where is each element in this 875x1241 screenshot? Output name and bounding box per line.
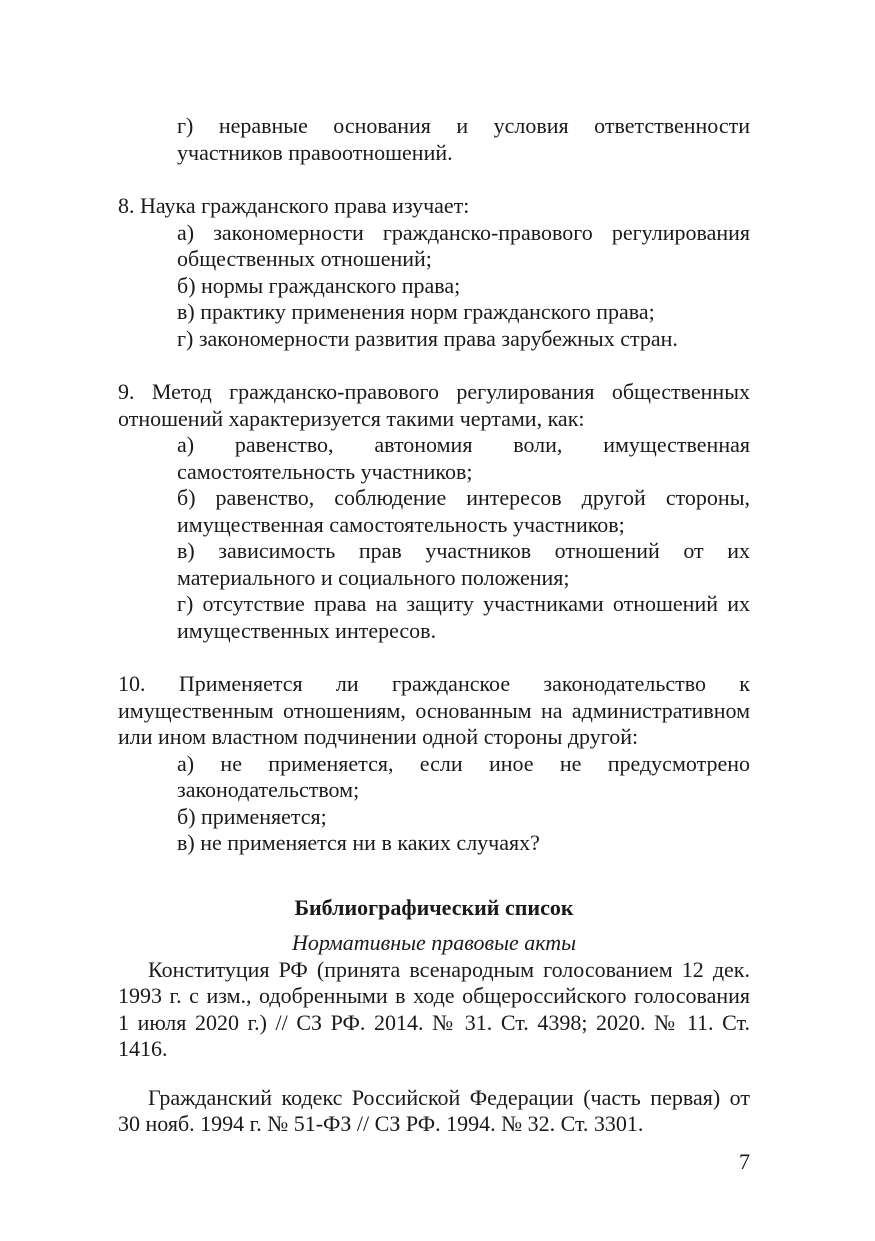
- answer-option: а) равенство, автономия воли, имущественная самостоятельность участников;: [177, 432, 750, 484]
- answer-option: г) закономерности развития права зарубежных стран.: [177, 325, 678, 351]
- answer-option: г) отсутствие права на защиту участниками отношений их имущественных интересов.: [177, 591, 750, 643]
- answer-option: а) не применяется, если иное не предусмотрено законодательством;: [177, 750, 750, 802]
- answer-option: б) равенство, соблюдение интересов другой стороны, имущественная самостоятельность участников;: [177, 485, 750, 537]
- question-stem: 8. Наука гражданского права изучает:: [118, 193, 470, 218]
- question-9: [118, 379, 750, 644]
- question-stem: 9. Метод гражданско-правового регулирования общественных отношений характеризуется такими чертами, как:: [118, 379, 750, 431]
- answer-option: а) закономерности гражданско-правового регулирования общественных отношений;: [177, 219, 750, 271]
- bibliography-entry: Конституция РФ (принята всенародным голосованием 12 дек. 1993 г. с изм., одобренными в ходе общероссийского голосования 1 июля 2020 г.) // СЗ РФ. 2014. № 31. Ст. 4398; 2020. № 11. Ст. 1416.: [118, 956, 750, 1061]
- page-content: [118, 113, 750, 1160]
- answer-option: б) нормы гражданского права;: [177, 272, 461, 298]
- answer-option: г) неравные основания и условия ответственности участников правоотношений.: [177, 113, 750, 165]
- page-number: 7: [739, 1149, 750, 1174]
- bibliography-subtitle: Нормативные правовые акты: [291, 930, 577, 955]
- answer-option: в) не применяется ни в каких случаях?: [177, 830, 540, 855]
- answer-option: в) практику применения норм гражданского права;: [177, 299, 655, 324]
- question-10: [118, 671, 750, 857]
- bibliography-entry: Гражданский кодекс Российской Федерации (часть первая) от 30 нояб. 1994 г. № 51-ФЗ // СЗ РФ. 1994. № 32. Ст. 3301.: [118, 1084, 750, 1136]
- answer-option: в) зависимость прав участников отношений от их материального и социального положения;: [177, 538, 750, 590]
- answer-option: б) применяется;: [177, 803, 327, 829]
- question-stem: 10. Применяется ли гражданское законодательство к имущественным отношениям, основанным на административном или ином властном подчинении одной стороны другой:: [118, 671, 750, 749]
- bibliography-title: Библиографический список: [294, 894, 574, 920]
- question-8: [118, 193, 750, 352]
